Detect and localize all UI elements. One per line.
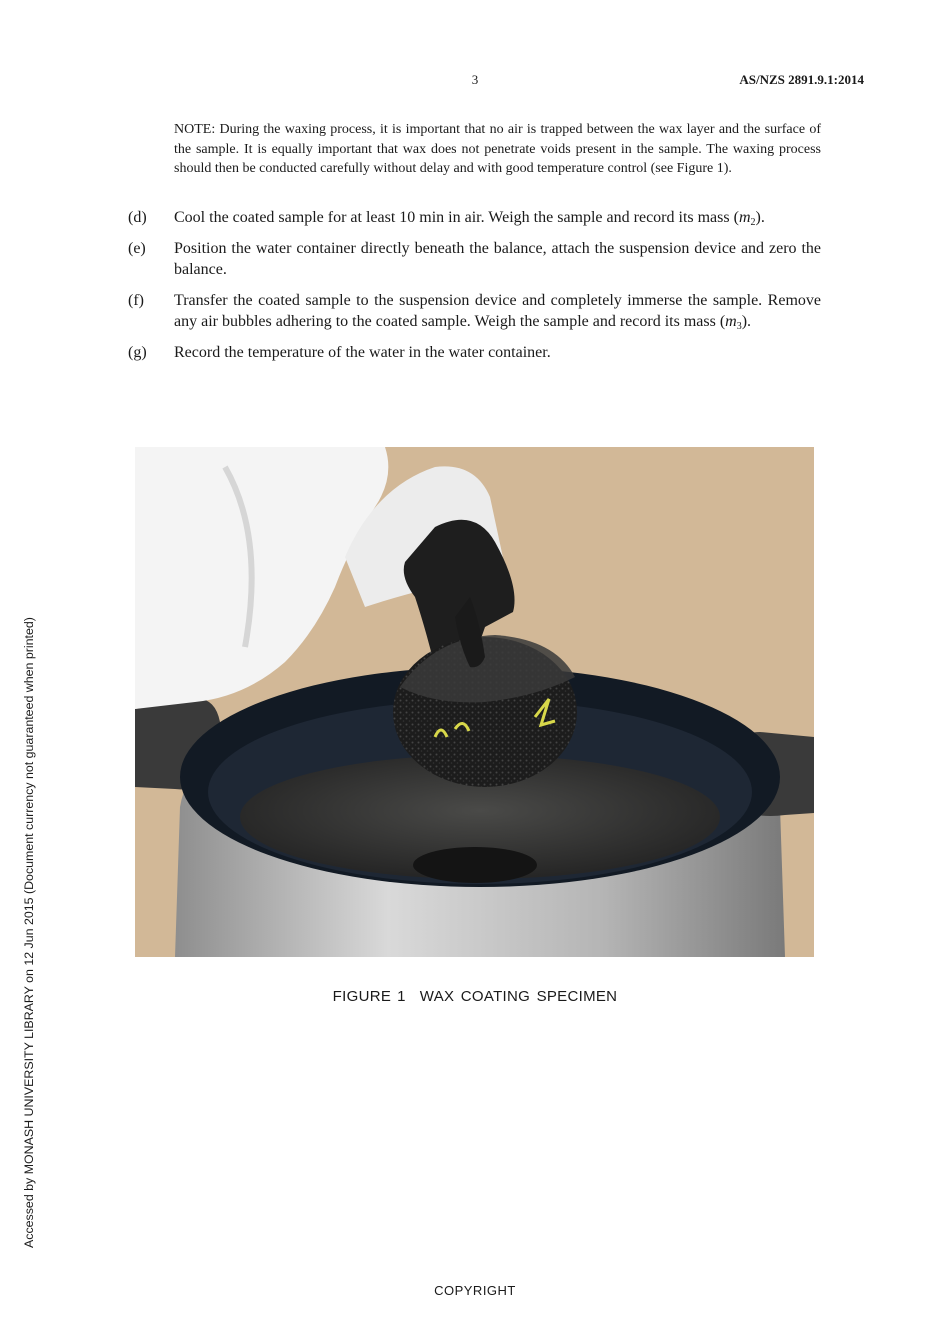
step-e [128, 238, 821, 280]
step-text-part: ). [755, 209, 765, 226]
figure-photo [135, 447, 814, 957]
figure-number: 1 [397, 988, 406, 1005]
standard-id: AS/NZS 2891.9.1:2014 [739, 72, 864, 87]
step-text-part: Cool the coated sample for at least 10 min in air. Weigh the sample and record its mass ( [174, 209, 739, 226]
figure-caption [0, 988, 950, 1005]
step-label: (f) [128, 292, 144, 309]
step-text [174, 290, 821, 332]
figure-title: WAX COATING SPECIMEN [419, 988, 618, 1005]
page-number: 3 [471, 72, 479, 87]
access-side-note: Accessed by MONASH UNIVERSITY LIBRARY on 12 Jun 2015 (Document currency not guaranteed when printed) [22, 617, 36, 1248]
step-d [128, 207, 821, 228]
procedure-steps [128, 207, 821, 373]
step-text-part: ). [741, 313, 752, 330]
step-g [128, 342, 821, 363]
step-text [174, 207, 821, 228]
step-label: (g) [128, 344, 147, 361]
step-f [128, 290, 821, 332]
mass-subscript: 2 [750, 217, 756, 228]
mass-variable: m [738, 209, 751, 226]
copyright-footer: COPYRIGHT [434, 1283, 516, 1298]
wax-coating-photo-illustration [135, 447, 814, 957]
step-label: (d) [128, 209, 147, 226]
procedure-note: NOTE: During the waxing process, it is important that no air is trapped between the wax layer and the surface of the sample. It is equally important that wax does not penetrate voids present in the sample. The waxing process should then be conducted carefully without delay and with good temperature control (see Figure 1). [174, 122, 821, 176]
step-label: (e) [128, 240, 146, 257]
mass-variable: m [725, 313, 737, 330]
figure-label: FIGURE [332, 988, 392, 1005]
step-text: Position the water container directly beneath the balance, attach the suspension device and zero the balance. [174, 240, 821, 278]
step-text: Record the temperature of the water in the water container. [174, 344, 551, 361]
mass-subscript: 3 [736, 321, 742, 332]
step-text-part: Transfer the coated sample to the suspension device and completely immerse the sample. Remove any air bubbles adhering to the coated sample. Weigh the sample and record its mass ( [174, 292, 821, 330]
submerged-shadow [413, 847, 537, 883]
